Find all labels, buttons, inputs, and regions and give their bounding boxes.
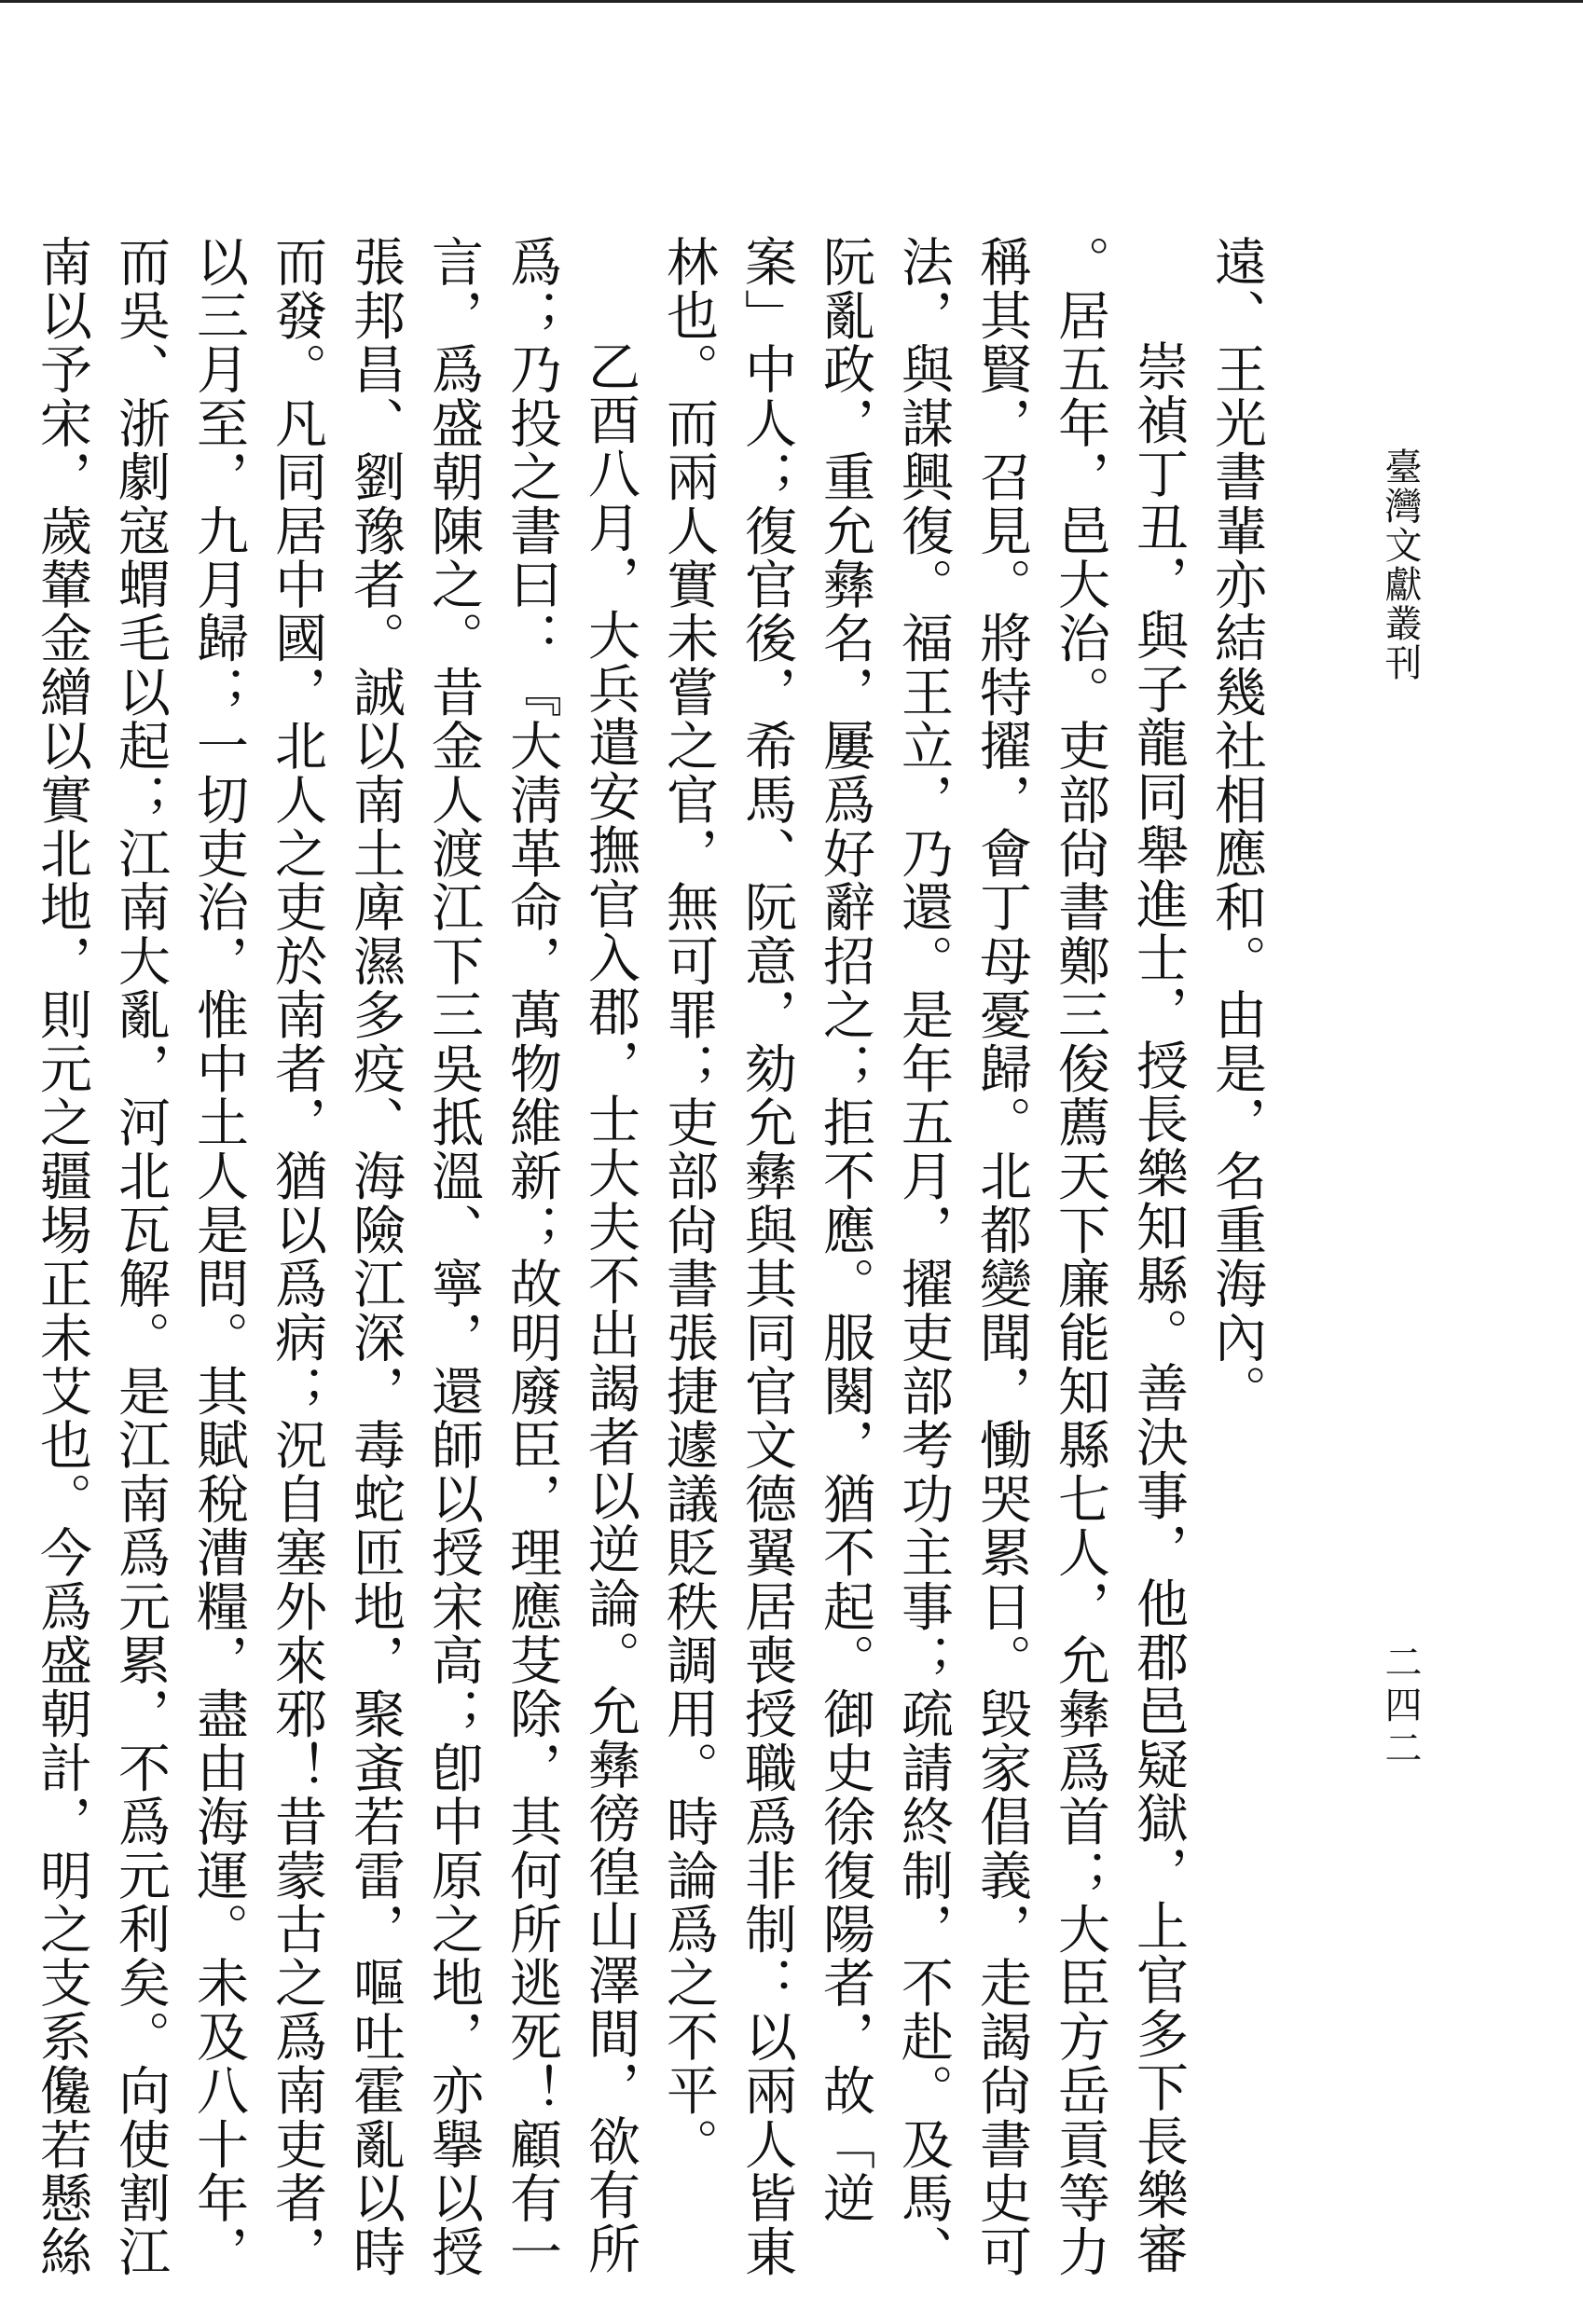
- page-number: 二四二: [1379, 1643, 1422, 1771]
- text-column-8: 林也。而兩人實未嘗之官，無可罪；吏部尙書張捷遽議貶秩調用。時論爲之不平。: [658, 235, 719, 2172]
- text-column-15: 而吳、浙劇寇蝟毛以起；江南大亂，河北瓦解。是江南爲元累，不爲元利矣。向使割江: [110, 235, 171, 2279]
- text-column-1: 遠、王光書輩亦結幾社相應和。由是，名重海內。: [1206, 235, 1267, 1419]
- text-column-6: 阮亂政，重允彝名，屢爲好辭招之；拒不應。服闋，猶不起。御史徐復陽者，故「逆: [815, 235, 875, 2225]
- text-column-10: 爲；乃投之書曰：『大淸革命，萬物維新；故明廢臣，理應芟除，其何所逃死！顧有一: [502, 235, 562, 2279]
- text-column-9: 乙酉八月，大兵遣安撫官入郡，士大夫不出謁者以逆論。允彝徬徨山澤間，欲有所: [580, 339, 640, 2276]
- text-column-14: 以三月至，九月歸；一切吏治，惟中土人是問。其賦稅漕糧，盡由海運。未及八十年，: [188, 235, 249, 2279]
- text-column-13: 而發。凡同居中國，北人之吏於南者，猶以爲病；況自塞外來邪！昔蒙古之爲南吏者，: [267, 235, 327, 2279]
- text-column-11: 言，爲盛朝陳之。昔金人渡江下三吳抵溫、寧，還師以授宋高；卽中原之地，亦擧以授: [423, 235, 484, 2279]
- text-column-7: 案」中人；復官後，希馬、阮意，劾允彝與其同官文德翼居喪授職爲非制：以兩人皆東: [736, 235, 797, 2279]
- text-column-5: 法，與謀興復。福王立，乃還。是年五月，擢吏部考功主事；疏請終制，不赴。及馬、: [893, 235, 954, 2279]
- text-column-12: 張邦昌、劉豫者。誠以南土庳濕多疫、海險江深，毒蛇匝地，聚蚉若雷，嘔吐霍亂以時: [345, 235, 406, 2279]
- running-header-title: 臺灣文獻叢刊: [1379, 447, 1422, 682]
- main-text-block: [22, 235, 1275, 2279]
- text-column-16: 南以予宋，歲輦金繒以實北地，則元之疆埸正未艾也。今爲盛朝計，明之支系儳若懸絲: [32, 235, 92, 2279]
- text-column-2: 崇禎丁丑，與子龍同舉進士，授長樂知縣。善決事，他郡邑疑獄，上官多下長樂審: [1128, 339, 1189, 2276]
- text-column-4: 稱其賢，召見。將特擢，會丁母憂歸。北都變聞，慟哭累日。毁家倡義，走謁尙書史可: [971, 235, 1032, 2279]
- text-column-3: 。居五年，邑大治。吏部尙書鄭三俊薦天下廉能知縣七人，允彝爲首；大臣方岳貢等力: [1050, 235, 1110, 2279]
